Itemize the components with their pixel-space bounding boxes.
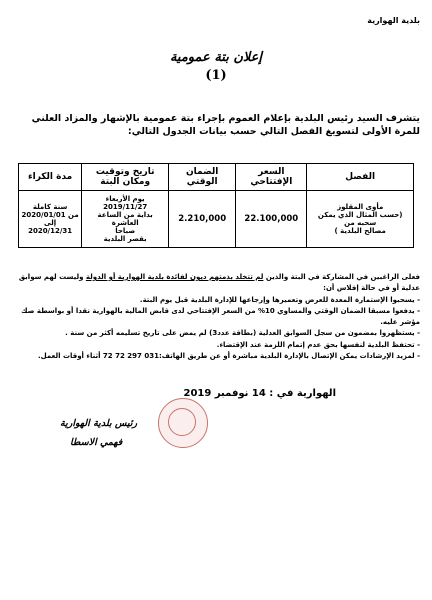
duration-line: من 2020/01/01 xyxy=(21,211,79,219)
item-line: مأوى المقلوز xyxy=(337,203,384,211)
intro-paragraph: يتشرف السيد رئيس البلدية بإعلام العموم بإجراء بتة عمومية بالإشهار والمزاد العلني للمرة الأولى لتسويغ الفصل التالي حسب بيانات الجدول التالي: xyxy=(31,113,420,137)
table-row xyxy=(19,191,414,248)
signature-title: رئيس بلدية الهوارية xyxy=(60,418,138,429)
table-header-row xyxy=(19,164,414,191)
conditions-intro-underlined: لم تتخلد بذمتهم ديون لفائدة بلدية الهوارية أو الدولة xyxy=(85,273,264,281)
duration-line: سنة كاملة xyxy=(32,203,68,211)
header-guarantee: الضمان الوقتي xyxy=(169,164,236,191)
datetime-line: بداية من الساعة العاشرة xyxy=(97,211,153,227)
signature-name: فهمي الاسطا xyxy=(70,437,123,448)
item-line: مصالح البلدية ) xyxy=(334,227,386,235)
cell-guarantee: 2.210,000 xyxy=(169,191,236,248)
condition-item: - تحتفظ البلدية لنفسها بحق عدم إتمام اللزمة عند الإقتضاء. xyxy=(216,340,420,349)
condition-item: - يستظهروا بمضمون من سجل السوابق العدلية (بطاقة عدد3) لم يمض على تاريخ تسليمه أكثر من سنة . xyxy=(65,329,420,338)
conditions-intro xyxy=(10,272,420,295)
official-stamp-icon xyxy=(158,398,208,448)
condition-item: - لمزيد الإرشادات يمكن الإتصال بالإدارة البلدية مباشرة أو عن طريق الهاتف:031 297 72 72 أثناء أوقات العمل. xyxy=(37,352,420,361)
conditions-intro-start: فعلى الراغبين في المشاركة في البتة والذين xyxy=(265,273,420,281)
municipality-header: بلدية الهوارية xyxy=(367,16,420,25)
cell-item xyxy=(307,191,414,248)
header-datetime: تاريخ وتوقيت ومكان البتة xyxy=(82,164,169,191)
duration-line: إلى 2020/12/31 xyxy=(28,219,73,235)
cell-datetime xyxy=(82,191,169,248)
item-line: (حسب المثال الذي يمكن سحبه من xyxy=(317,211,403,227)
cell-price: 22.100,000 xyxy=(236,191,307,248)
condition-item: - يسحبوا الإستمارة المعدة للعرض وتعميرها وإرجاعها للإدارة البلدية قبل يوم البتة. xyxy=(139,295,420,304)
announcement-number: (1) xyxy=(205,68,227,83)
datetime-line: بقصر البلدية xyxy=(103,235,147,243)
document-date: الهوارية في : 14 نوفمبر 2019 xyxy=(183,388,336,399)
auction-table xyxy=(18,163,414,248)
header-item: الفصل xyxy=(307,164,414,191)
condition-item: - يدفعوا مسبقا الضمان الوقتي والمساوي 10% من السعر الإفتتاحي لدى قابض المالية بالهوارية نقدا أو بواسطة صك مؤشر عليه. xyxy=(21,306,420,327)
datetime-line: 2019/11/27 xyxy=(103,203,148,211)
cell-duration xyxy=(19,191,82,248)
header-duration: مدة الكراء xyxy=(19,164,82,191)
header-price: السعر الإفتتاحي xyxy=(236,164,307,191)
datetime-line: يوم الأربعاء xyxy=(105,195,145,203)
datetime-line: صباحا xyxy=(115,227,136,235)
conditions-block xyxy=(10,272,420,362)
announcement-title: إعلان بتة عمومية xyxy=(169,50,263,65)
conditions-intro-end: وليست لهم سوابق عدلية أو في حالة إفلاس أن: xyxy=(18,273,420,293)
